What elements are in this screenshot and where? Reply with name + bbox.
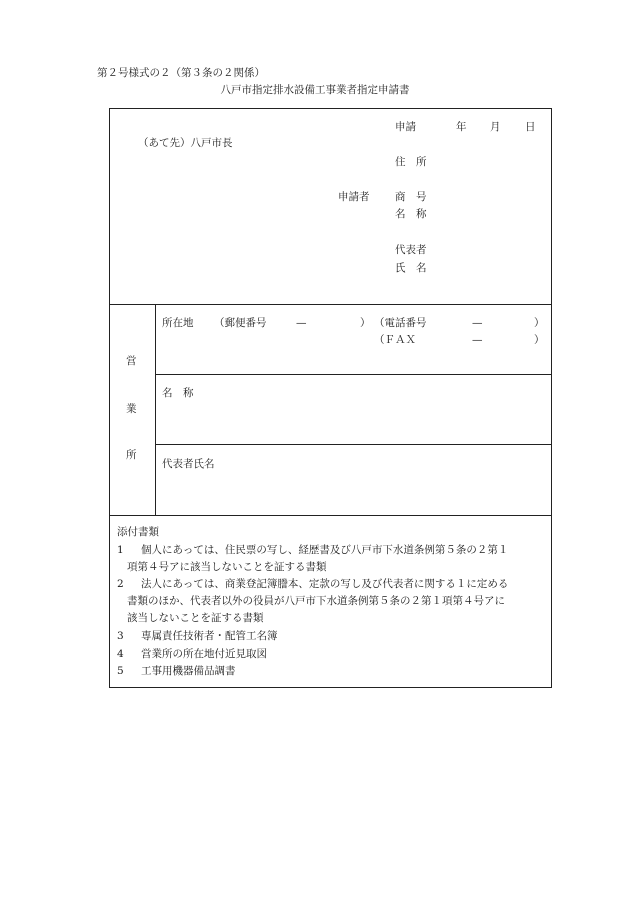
location-label: 所在地 <box>162 317 194 329</box>
addressee: （あて先）八戸市長 <box>138 137 233 149</box>
application-form-table <box>109 108 552 688</box>
office-side-char-1: 営 <box>126 355 137 367</box>
divider-header-office <box>110 304 551 305</box>
document-title: 八戸市指定排水設備工事業者指定申請書 <box>220 84 410 96</box>
postal-code-label: （郵便番号 <box>214 317 267 329</box>
attachment-3-line-1: 専属責任技術者・配管工名簿 <box>141 630 278 642</box>
attachment-2-line-2: 書類のほか、代表者以外の役員が八戸市下水道条例第５条の２第１項第４号アに <box>127 595 505 607</box>
attachment-4-line-1: 営業所の所在地付近見取図 <box>141 648 267 660</box>
divider-office-side <box>155 304 156 515</box>
phone-label: （電話番号 <box>374 317 427 329</box>
attachment-num-3: 3 <box>117 630 124 642</box>
office-side-char-3: 所 <box>126 449 137 461</box>
applicant-label: 申請者 <box>338 191 370 203</box>
company-name-label: 名 称 <box>395 208 427 220</box>
postal-code-close: ） <box>360 317 371 329</box>
attachment-2-line-3: 該当しないことを証する書類 <box>127 612 264 624</box>
divider-location-name <box>155 374 551 375</box>
representative-label: 代表者 <box>395 244 427 256</box>
phone-close: ） <box>534 317 545 329</box>
trade-name-label: 商 号 <box>395 191 427 203</box>
form-number-label: 第２号様式の２（第３条の２関係） <box>97 67 265 79</box>
postal-code-dash: — <box>296 317 307 329</box>
date-month-label: 月 <box>490 121 501 133</box>
divider-name-rep <box>155 444 551 445</box>
office-rep-name-label: 代表者氏名 <box>162 458 215 470</box>
fax-label: （ＦＡＸ <box>374 334 416 346</box>
divider-office-attachments <box>110 515 551 516</box>
phone-dash: — <box>472 317 483 329</box>
date-year-label: 年 <box>456 121 467 133</box>
attachments-heading: 添付書類 <box>117 526 159 538</box>
date-day-label: 日 <box>525 121 536 133</box>
representative-name-label: 氏 名 <box>395 262 427 274</box>
fax-dash: — <box>472 334 483 346</box>
fax-close: ） <box>534 334 545 346</box>
office-name-label: 名 称 <box>162 387 194 399</box>
attachment-5-line-1: 工事用機器備品調書 <box>141 665 236 677</box>
attachment-2-line-1: 法人にあっては、商業登記簿謄本、定款の写し及び代表者に関する１に定める <box>141 578 509 590</box>
attachment-num-1: 1 <box>117 544 124 556</box>
attachment-num-4: 4 <box>117 648 124 660</box>
address-label: 住 所 <box>395 156 427 168</box>
application-date-label: 申請 <box>395 121 416 133</box>
attachment-1-line-1: 個人にあっては、住民票の写し、経歴書及び八戸市下水道条例第５条の２第１ <box>141 544 509 556</box>
attachment-1-line-2: 項第４号アに該当しないことを証する書類 <box>127 561 327 573</box>
office-side-char-2: 業 <box>126 403 137 415</box>
attachment-num-5: 5 <box>117 665 124 677</box>
attachment-num-2: 2 <box>117 578 124 590</box>
